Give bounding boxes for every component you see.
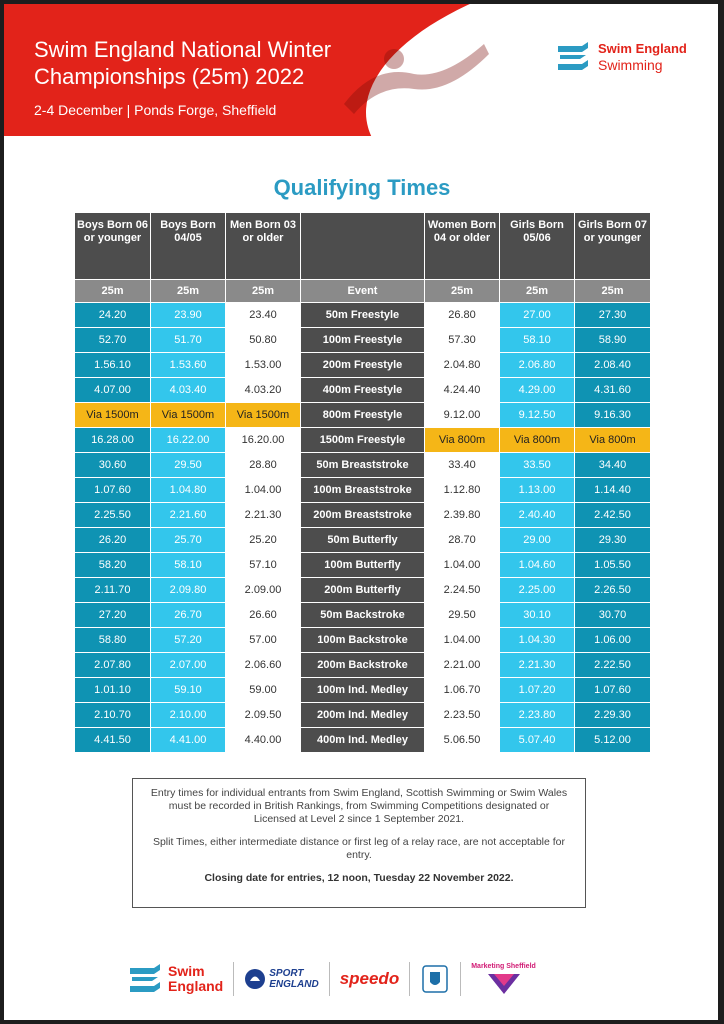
qualifying-times-table [74,212,651,753]
qualifying-time-cell: 2.23.80 [500,703,575,728]
table-row [75,728,651,753]
table-row [75,353,651,378]
qualifying-time-cell: 2.21.30 [500,653,575,678]
event-name-cell: 100m Breaststroke [301,478,425,503]
qualifying-time-cell: 1.07.60 [575,678,651,703]
qualifying-time-cell: 4.03.40 [151,378,226,403]
qualifying-time-cell: 2.39.80 [425,503,500,528]
qualifying-time-cell: 1.04.30 [500,628,575,653]
qualifying-time-cell: 1.05.50 [575,553,651,578]
table-row [75,603,651,628]
swim-england-footer-logo [128,962,223,996]
logo-swimming-text: Swimming [598,57,663,73]
qualifying-time-cell: 1.53.00 [226,353,301,378]
qualifying-time-cell: 29.50 [425,603,500,628]
event-title-line1: Swim England National Winter [34,37,332,62]
qualifying-time-cell: 33.40 [425,453,500,478]
qualifying-time-cell: 26.60 [226,603,301,628]
sport-england-logo [244,968,318,990]
qualifying-time-cell: 1.04.00 [425,553,500,578]
qualifying-time-cell: 57.30 [425,328,500,353]
qualifying-time-cell: 2.22.50 [575,653,651,678]
table-row [75,378,651,403]
event-name-cell: 200m Backstroke [301,653,425,678]
qualifying-time-cell: 2.23.50 [425,703,500,728]
table-row [75,578,651,603]
swim-england-waves-icon [128,962,164,996]
qualifying-time-cell: 2.07.80 [75,653,151,678]
footer-divider [460,962,461,996]
event-name-cell: 400m Freestyle [301,378,425,403]
qualifying-time-cell: 23.90 [151,303,226,328]
footer-swim-text: Swim [168,963,205,979]
table-row [75,303,651,328]
qualifying-time-cell: 4.03.20 [226,378,301,403]
qualifying-time-cell: 9.12.00 [425,403,500,428]
table-row [75,428,651,453]
qualifying-time-cell: Via 800m [500,428,575,453]
qualifying-time-cell: 2.21.60 [151,503,226,528]
qualifying-time-cell: 1.07.60 [75,478,151,503]
event-name-cell: 50m Butterfly [301,528,425,553]
swimmer-graphic-icon [334,24,494,124]
event-name-cell: 200m Butterfly [301,578,425,603]
pool-length-label: 25m [575,280,651,303]
qualifying-time-cell: 58.10 [151,553,226,578]
qualifying-time-cell: 27.00 [500,303,575,328]
qualifying-time-cell: 9.12.50 [500,403,575,428]
event-name-cell: 100m Butterfly [301,553,425,578]
qualifying-time-cell: 1.04.80 [151,478,226,503]
event-name-cell: 200m Breaststroke [301,503,425,528]
qualifying-time-cell: 2.11.70 [75,578,151,603]
sport-england-lion-icon [244,968,266,990]
event-name-cell: 200m Freestyle [301,353,425,378]
swim-england-waves-icon [556,40,592,74]
qualifying-time-cell: 33.50 [500,453,575,478]
footer-england-sport-text: ENGLAND [269,979,319,990]
qualifying-time-cell: 1.53.60 [151,353,226,378]
qualifying-time-cell: 1.06.70 [425,678,500,703]
qualifying-time-cell: Via 800m [425,428,500,453]
qualifying-time-cell: 4.24.40 [425,378,500,403]
column-header: Girls Born 07 or younger [575,213,651,280]
qualifying-time-cell: 50.80 [226,328,301,353]
footer-sport-text: SPORT [269,968,304,979]
column-header: Boys Born 04/05 [151,213,226,280]
qualifying-time-cell: 2.04.80 [425,353,500,378]
qualifying-time-cell: 57.20 [151,628,226,653]
qualifying-time-cell: Via 1500m [151,403,226,428]
qualifying-time-cell: 1.06.00 [575,628,651,653]
qualifying-time-cell: 2.25.50 [75,503,151,528]
qualifying-time-cell: 2.21.30 [226,503,301,528]
qualifying-time-cell: 2.06.60 [226,653,301,678]
qualifying-time-cell: 2.10.70 [75,703,151,728]
qualifying-time-cell: 2.21.00 [425,653,500,678]
pool-length-label: 25m [425,280,500,303]
qualifying-time-cell: 2.06.80 [500,353,575,378]
qualifying-time-cell: 27.20 [75,603,151,628]
footer-england-text: England [168,978,224,994]
event-title [34,36,331,90]
qualifying-time-cell: 26.70 [151,603,226,628]
qualifying-time-cell: 2.07.00 [151,653,226,678]
qualifying-time-cell: 5.07.40 [500,728,575,753]
qualifying-time-cell: 2.29.30 [575,703,651,728]
swim-england-swimming-logo [556,40,687,74]
column-header: Girls Born 05/06 [500,213,575,280]
table-row [75,553,651,578]
event-name-cell: 1500m Freestyle [301,428,425,453]
qualifying-time-cell: 16.28.00 [75,428,151,453]
qualifying-time-cell: 58.10 [500,328,575,353]
pool-length-label: 25m [75,280,151,303]
qualifying-time-cell: 1.01.10 [75,678,151,703]
qualifying-time-cell: 34.40 [575,453,651,478]
qualifying-time-cell: 4.41.50 [75,728,151,753]
pool-length-label: 25m [500,280,575,303]
column-header: Boys Born 06 or younger [75,213,151,280]
table-body [75,303,651,753]
qualifying-time-cell: 30.10 [500,603,575,628]
event-name-cell: 200m Ind. Medley [301,703,425,728]
qualifying-time-cell: 2.09.80 [151,578,226,603]
event-name-cell: 100m Freestyle [301,328,425,353]
sponsor-footer [128,955,598,1003]
table-row [75,503,651,528]
footer-divider [329,962,330,996]
qualifying-time-cell: 1.13.00 [500,478,575,503]
table-row [75,703,651,728]
qualifying-time-cell: 57.10 [226,553,301,578]
qualifying-time-cell: 1.07.20 [500,678,575,703]
qualifying-time-cell: 30.60 [75,453,151,478]
entry-times-note: Entry times for individual entrants from Swim England, Scottish Swimming or Swim Wales must be recorded in British Rankings, from Swimming Competitions designated or Licensed at Level 2 since 1 September 2021. [150,787,568,825]
column-header [301,213,425,280]
qualifying-time-cell: 4.31.60 [575,378,651,403]
qualifying-time-cell: 58.20 [75,553,151,578]
qualifying-time-cell: 5.06.50 [425,728,500,753]
table-row [75,328,651,353]
qualifying-time-cell: 52.70 [75,328,151,353]
qualifying-time-cell: 16.20.00 [226,428,301,453]
qualifying-time-cell: 2.09.50 [226,703,301,728]
event-name-cell: 50m Freestyle [301,303,425,328]
qualifying-time-cell: 1.04.00 [425,628,500,653]
qualifying-time-cell: 59.10 [151,678,226,703]
table-row [75,453,651,478]
qualifying-time-cell: 51.70 [151,328,226,353]
qualifying-time-cell: 2.10.00 [151,703,226,728]
qualifying-time-cell: 2.24.50 [425,578,500,603]
event-name-cell: 800m Freestyle [301,403,425,428]
qualifying-time-cell: 2.25.00 [500,578,575,603]
closing-date-note: Closing date for entries, 12 noon, Tuesday 22 November 2022. [204,872,514,884]
event-column-label: Event [301,280,425,303]
table-row [75,478,651,503]
event-subtitle: 2-4 December | Ponds Forge, Sheffield [34,102,277,118]
qualifying-time-cell: 1.04.00 [226,478,301,503]
logo-swim-england-text: Swim England [598,41,687,56]
event-name-cell: 100m Ind. Medley [301,678,425,703]
marketing-sheffield-text: Marketing Sheffield [471,962,536,970]
qualifying-time-cell: 25.20 [226,528,301,553]
qualifying-time-cell: 1.04.60 [500,553,575,578]
qualifying-time-cell: 4.40.00 [226,728,301,753]
qualifying-time-cell: Via 1500m [75,403,151,428]
qualifying-time-cell: 26.80 [425,303,500,328]
event-name-cell: 50m Breaststroke [301,453,425,478]
qualifying-time-cell: 59.00 [226,678,301,703]
event-title-line2: Championships (25m) 2022 [34,64,305,89]
header-banner [4,4,718,136]
table-row [75,678,651,703]
qualifying-time-cell: 58.90 [575,328,651,353]
qualifying-time-cell: 23.40 [226,303,301,328]
qualifying-time-cell: 2.08.40 [575,353,651,378]
table-row [75,628,651,653]
qualifying-time-cell: 30.70 [575,603,651,628]
qualifying-time-cell: Via 1500m [226,403,301,428]
entry-notes-box [132,778,586,908]
qualifying-time-cell: 4.29.00 [500,378,575,403]
table-row [75,528,651,553]
qualifying-time-cell: 9.16.30 [575,403,651,428]
marketing-sheffield-logo [471,963,536,996]
event-name-cell: 50m Backstroke [301,603,425,628]
qualifying-time-cell: 25.70 [151,528,226,553]
column-header: Men Born 03 or older [226,213,301,280]
qualifying-time-cell: 1.56.10 [75,353,151,378]
sheffield-city-council-crest-icon [420,964,450,994]
qualifying-time-cell: 2.40.40 [500,503,575,528]
qualifying-time-cell: 1.12.80 [425,478,500,503]
qualifying-time-cell: 24.20 [75,303,151,328]
qualifying-time-cell: 29.00 [500,528,575,553]
pool-length-label: 25m [151,280,226,303]
table-subheader-row [75,280,651,303]
sheffield-outdoor-city-icon [484,970,524,996]
qualifying-time-cell: 57.00 [226,628,301,653]
qualifying-time-cell: 5.12.00 [575,728,651,753]
pool-length-label: 25m [226,280,301,303]
qualifying-time-cell: 26.20 [75,528,151,553]
qualifying-time-cell: Via 800m [575,428,651,453]
event-name-cell: 100m Backstroke [301,628,425,653]
qualifying-time-cell: 29.50 [151,453,226,478]
speedo-logo: speedo [339,969,400,988]
page-title: Qualifying Times [273,175,451,200]
qualifying-time-cell: 16.22.00 [151,428,226,453]
table-row [75,653,651,678]
qualifying-time-cell: 2.42.50 [575,503,651,528]
qualifying-time-cell: 28.70 [425,528,500,553]
qualifying-time-cell: 4.41.00 [151,728,226,753]
column-header: Women Born 04 or older [425,213,500,280]
table-header-row [75,213,651,280]
qualifying-time-cell: 29.30 [575,528,651,553]
split-times-note: Split Times, either intermediate distance or first leg of a relay race, are not acceptable for entry. [152,836,566,861]
qualifying-time-cell: 58.80 [75,628,151,653]
qualifying-time-cell: 2.09.00 [226,578,301,603]
qualifying-time-cell: 1.14.40 [575,478,651,503]
footer-divider [409,962,410,996]
table-row [75,403,651,428]
event-name-cell: 400m Ind. Medley [301,728,425,753]
qualifying-time-cell: 27.30 [575,303,651,328]
qualifying-time-cell: 4.07.00 [75,378,151,403]
footer-divider [233,962,234,996]
qualifying-time-cell: 28.80 [226,453,301,478]
qualifying-time-cell: 2.26.50 [575,578,651,603]
